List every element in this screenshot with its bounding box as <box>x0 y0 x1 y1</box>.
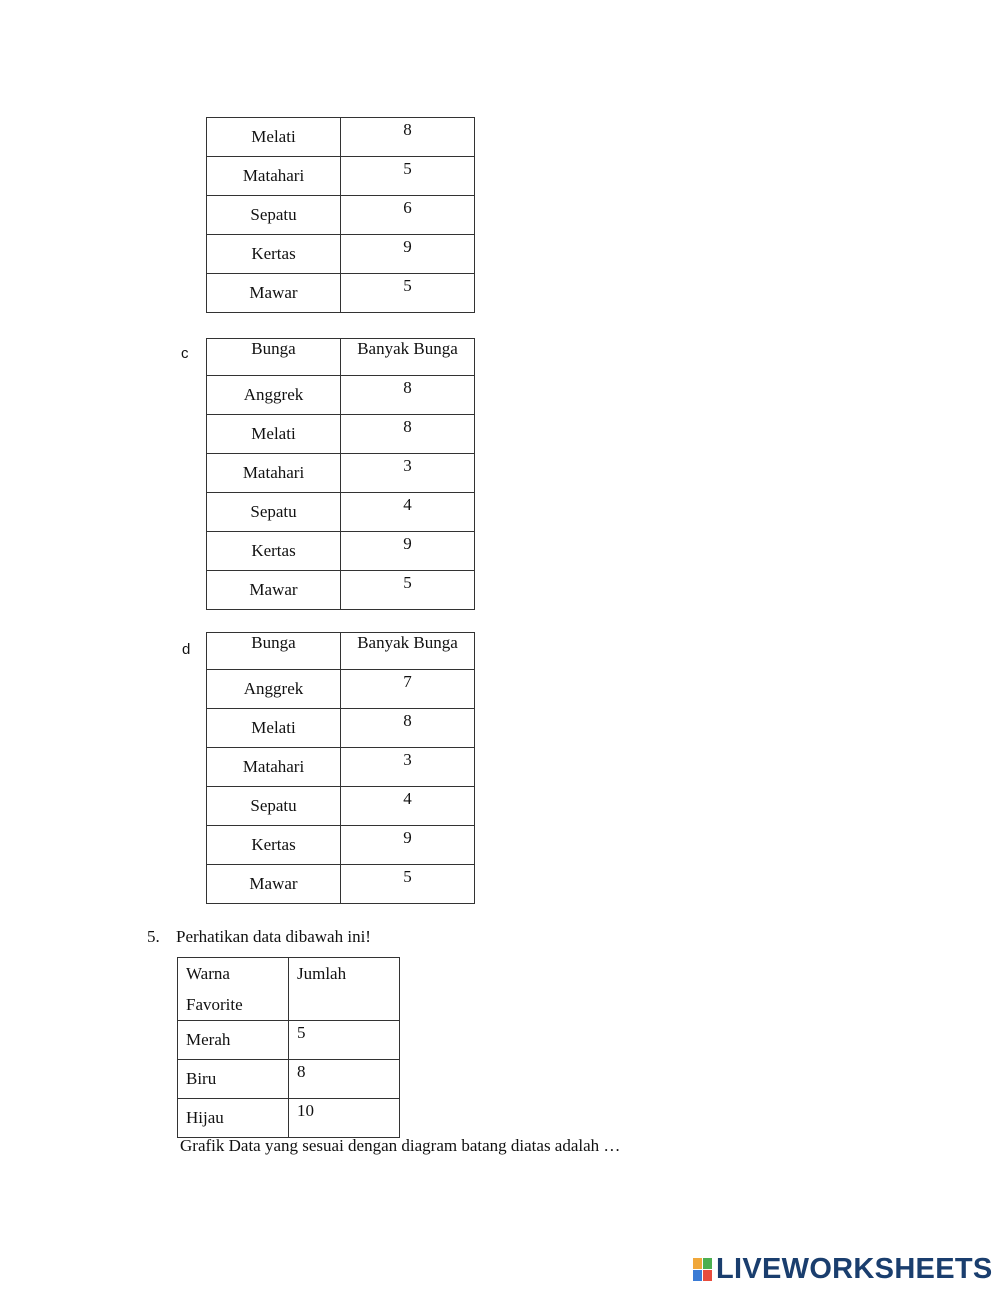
table-cell-jumlah: 10 <box>289 1099 400 1138</box>
table-row <box>178 1021 400 1060</box>
table-cell-banyak: 8 <box>341 118 475 157</box>
question-5-number: 5. <box>147 927 160 946</box>
table-cell-bunga: Sepatu <box>207 493 341 532</box>
table-cell-banyak: 5 <box>341 865 475 904</box>
table-cell-warna: Biru <box>178 1060 289 1099</box>
logo-tile <box>703 1258 712 1269</box>
table-header-warna <box>178 958 289 1021</box>
table-cell-banyak: 5 <box>341 571 475 610</box>
table-cell-bunga: Melati <box>207 709 341 748</box>
liveworksheets-logo <box>693 1253 993 1285</box>
table-cell-banyak: 8 <box>341 709 475 748</box>
table-cell-warna: Merah <box>178 1021 289 1060</box>
table-row <box>207 709 475 748</box>
table-header-banyak: Banyak Bunga <box>341 633 475 670</box>
table-header-row <box>207 339 475 376</box>
table-row <box>207 532 475 571</box>
table-cell-banyak: 4 <box>341 787 475 826</box>
table-row <box>207 454 475 493</box>
table-header-row <box>207 633 475 670</box>
table-cell-bunga: Kertas <box>207 235 341 274</box>
question-5-prompt: Perhatikan data dibawah ini! <box>176 927 371 946</box>
table-cell-banyak: 7 <box>341 670 475 709</box>
table-cell-bunga: Sepatu <box>207 196 341 235</box>
table-header-warna-line1: Warna <box>186 964 230 983</box>
table-row <box>178 1099 400 1138</box>
table-cell-bunga: Mawar <box>207 274 341 313</box>
table-cell-bunga: Melati <box>207 118 341 157</box>
logo-tile <box>703 1270 712 1281</box>
table-cell-bunga: Anggrek <box>207 670 341 709</box>
table-row <box>207 157 475 196</box>
table-row <box>178 1060 400 1099</box>
table-row <box>207 670 475 709</box>
table-cell-banyak: 9 <box>341 532 475 571</box>
table-cell-bunga: Matahari <box>207 157 341 196</box>
option-label-c: c <box>181 345 189 362</box>
flower-table-c <box>206 338 475 610</box>
table-row <box>207 571 475 610</box>
logo-tile <box>693 1258 702 1269</box>
table-header-row <box>178 958 400 1021</box>
table-cell-banyak: 5 <box>341 274 475 313</box>
table-cell-bunga: Kertas <box>207 826 341 865</box>
table-cell-bunga: Matahari <box>207 454 341 493</box>
table-cell-warna: Hijau <box>178 1099 289 1138</box>
table-cell-jumlah: 8 <box>289 1060 400 1099</box>
table-row <box>207 118 475 157</box>
favorite-color-table <box>177 957 400 1138</box>
table-row <box>207 787 475 826</box>
table-row <box>207 235 475 274</box>
table-cell-bunga: Matahari <box>207 748 341 787</box>
question-5-footer: Grafik Data yang sesuai dengan diagram batang diatas adalah … <box>180 1136 621 1155</box>
liveworksheets-logo-text: LIVEWORKSHEETS <box>716 1252 993 1285</box>
table-row <box>207 415 475 454</box>
table-row <box>207 748 475 787</box>
table-cell-banyak: 8 <box>341 376 475 415</box>
table-cell-banyak: 6 <box>341 196 475 235</box>
table-cell-bunga: Mawar <box>207 865 341 904</box>
table-cell-banyak: 9 <box>341 826 475 865</box>
table-cell-bunga: Mawar <box>207 571 341 610</box>
table-cell-bunga: Kertas <box>207 532 341 571</box>
table-row <box>207 196 475 235</box>
table-row <box>207 493 475 532</box>
logo-tile <box>693 1270 702 1281</box>
table-row <box>207 376 475 415</box>
table-cell-bunga: Sepatu <box>207 787 341 826</box>
table-cell-banyak: 3 <box>341 748 475 787</box>
table-row <box>207 274 475 313</box>
table-header-banyak: Banyak Bunga <box>341 339 475 376</box>
table-cell-banyak: 4 <box>341 493 475 532</box>
table-header-bunga: Bunga <box>207 633 341 670</box>
table-cell-banyak: 8 <box>341 415 475 454</box>
table-header-jumlah: Jumlah <box>289 958 400 1021</box>
option-label-d: d <box>182 641 191 658</box>
table-header-bunga: Bunga <box>207 339 341 376</box>
table-cell-bunga: Anggrek <box>207 376 341 415</box>
flower-table-d <box>206 632 475 904</box>
table-row <box>207 865 475 904</box>
table-cell-banyak: 3 <box>341 454 475 493</box>
table-cell-jumlah: 5 <box>289 1021 400 1060</box>
table-cell-bunga: Melati <box>207 415 341 454</box>
table-row <box>207 826 475 865</box>
liveworksheets-logo-icon <box>693 1258 712 1281</box>
flower-table-b <box>206 117 475 313</box>
table-header-warna-line2: Favorite <box>186 995 243 1014</box>
table-cell-banyak: 5 <box>341 157 475 196</box>
table-cell-banyak: 9 <box>341 235 475 274</box>
